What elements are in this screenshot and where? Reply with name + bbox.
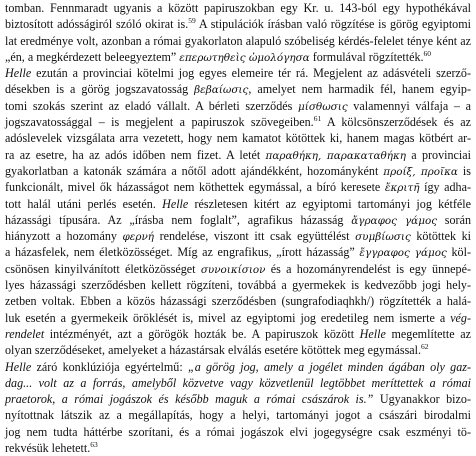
text-line — [5, 326, 471, 342]
text-line — [5, 98, 471, 114]
text-run: A stipulációk írásban való rögzítése is görög egyiptomi — [195, 17, 471, 32]
text-run: jog nem tudta háttérbe szorítani, és a római jogászok elvi jogegységre csak eszményi tö- — [5, 424, 471, 439]
text-run: olyan szerződéseket, amelyeket a házastársak elválás esetére kötöttek meg egymással. — [5, 343, 422, 358]
text-run: A kölcsönszerződések és az — [321, 115, 471, 130]
italic-text: Helle — [359, 326, 386, 341]
greek-term: παραθήκη, παρακαταθήκη — [265, 149, 406, 162]
text-line — [5, 49, 471, 65]
text-line — [5, 261, 471, 277]
greek-term: συμβίωσις — [355, 231, 411, 244]
text-line — [5, 114, 471, 130]
text-run: megemlítette az — [385, 326, 471, 341]
text-run: tomi szokás szerint az eladó vállalt. A bérleti szerződés — [5, 98, 299, 113]
text-run: csönösen kinyilvánított életközösséget — [5, 261, 201, 276]
text-run: hiányzott a hozomány — [5, 229, 123, 244]
text-line — [5, 440, 471, 456]
text-line — [5, 310, 471, 326]
text-line — [5, 147, 471, 163]
text-run: , amelyet nem harmadik fél, hanem egyip- — [248, 82, 471, 97]
footnote-ref: 60 — [423, 48, 432, 58]
text-line — [5, 407, 471, 423]
text-run: luk esetén a gyermekeik öröklését is, mivel az egyiptomi jog eredetileg nem ismerte a — [5, 310, 451, 325]
greek-term: φερνή — [122, 231, 155, 244]
text-run: ezután a provinciai kötelmi jog egyes elemeire tér rá. Megjelent az adásvételi szerző- — [31, 66, 471, 81]
text-line — [5, 130, 471, 146]
text-line — [5, 228, 471, 244]
text-line — [5, 424, 471, 440]
italic-text: Helle — [5, 66, 32, 81]
italic-text: praetorok, a római jogászok és később maguk a római császárok is.” — [5, 392, 374, 407]
text-run: és a hozományrendelést is egy ünnepé- — [265, 261, 471, 276]
greek-term: συνοικίσιον — [200, 263, 266, 276]
italic-text: dag... volt az a forrás, amelyből közvetve vagy közvetlenül legtöbbet meríttettek a római — [5, 375, 471, 390]
text-run: részletesen kitért az egyiptomi tartományi jog kétféle — [188, 196, 471, 211]
text-run: házassági típusára. Az „írásba nem foglalt”, agrafikus házasság — [5, 212, 352, 227]
text-line — [5, 65, 471, 81]
text-run: lyes házassági szerződésben kellett rögzíteni, továbbá a gyermekek is kedvezőbb jogi hely- — [5, 278, 471, 293]
text-run: záró konklúziója egyértelmű: — [31, 359, 188, 374]
italic-text: vég- — [450, 310, 471, 325]
italic-text: rendelet — [5, 326, 45, 341]
text-run: adóslevelek vizsgálata arra vezetett, hogy nem kamatot kötöttek ki, hanem magas kötbért ar- — [5, 131, 471, 146]
text-run: jogszavatossággal – is megjelent a papiruszok szövegeiben. — [5, 115, 314, 130]
text-run: désekben is a görög jogszavatosság — [5, 82, 195, 97]
text-run: biztosított adósságiról szóló okirat is. — [5, 17, 189, 32]
text-run: kötöttek ki — [410, 229, 472, 244]
text-line — [5, 375, 471, 391]
text-line — [5, 16, 471, 32]
text-line — [5, 277, 471, 293]
greek-term: μίσθωσις — [298, 100, 348, 113]
text-run: ra az esetre, ha az adós időben nem fizet. A letét — [5, 147, 266, 162]
text-run: köl- — [446, 245, 471, 260]
text-line — [5, 293, 471, 309]
text-line — [5, 391, 471, 407]
text-run: is — [457, 163, 471, 178]
text-line — [5, 0, 471, 16]
text-run: Ugyanakkor bizo- — [373, 392, 471, 407]
text-run: rendelése, viszont itt csak együttélést — [154, 229, 356, 244]
italic-text: „a görög jog, amely a jogélet minden ágában oly gaz- — [188, 359, 471, 374]
text-run: így adha- — [419, 180, 472, 195]
italic-text: Helle — [5, 359, 32, 374]
text-run: zetben voltak. Ebben a közös házassági szerződésben (sungrafodiaqhkh/) rögzítették a halá- — [5, 294, 471, 309]
text-line — [5, 342, 471, 358]
text-line — [5, 179, 471, 195]
greek-term: προίξ, προῖκα — [383, 165, 458, 178]
text-run: tott halál utáni perlés esetén. — [5, 196, 163, 211]
greek-term: βεβαίωσις — [194, 84, 249, 97]
footnote-ref: 63 — [90, 439, 98, 449]
text-run: a házasfelek, nem életközösséget. Míg az engrafikus, „írott házasság” — [5, 245, 360, 260]
text-line — [5, 359, 471, 375]
footnote-ref: 59 — [188, 16, 196, 26]
footnote-ref: 62 — [421, 342, 429, 352]
text-run: „én, a megkérdezett beleegyeztem” — [5, 49, 180, 64]
footnote-ref: 61 — [313, 114, 322, 124]
text-line — [5, 212, 471, 228]
italic-text: Helle — [162, 196, 189, 211]
text-run: lat eredménye volt, azonban a római gyakorlaton alapuló szóbeliség kérdés-felelet ténye ként az — [5, 33, 471, 48]
text-run: intézményét, azt a görögök hozták be. A papiruszok között — [44, 326, 360, 341]
text-line — [5, 33, 471, 49]
body-text — [5, 0, 471, 456]
text-run: gyakorlatban a katonák számára a nőtől adott ajándékként, hozományként — [5, 163, 384, 178]
text-line — [5, 196, 471, 212]
text-run: funkcionált, mivel ők házasságot nem köthettek egymással, a bíró keresete — [5, 180, 385, 195]
text-run: valamennyi válfaja – a — [347, 98, 472, 113]
text-line — [5, 81, 471, 97]
text-line — [5, 163, 471, 179]
greek-term: ἔγγραφος γάμος — [359, 247, 447, 260]
greek-term: επερωτηθεὶς ὡμολόγησα — [179, 51, 310, 64]
text-run: tomban. Fennmaradt ugyanis a között papiruszokban egy Kr. u. 143-ból egy hypothékával — [5, 1, 471, 15]
text-run: nyítottnak látszik az a megállapítás, hogy a helyi, tartományi jogot a császári birodalmi — [5, 408, 471, 423]
greek-term: ἄγραφος γάμος — [351, 214, 438, 227]
text-run: a provinciai — [405, 147, 471, 162]
text-run: formulával rögzítették. — [309, 49, 424, 64]
text-run: során — [437, 212, 471, 227]
greek-term: ἔκριτῆ — [384, 182, 420, 195]
text-line — [5, 244, 471, 260]
text-run: rekvésük lehetett. — [5, 441, 91, 456]
